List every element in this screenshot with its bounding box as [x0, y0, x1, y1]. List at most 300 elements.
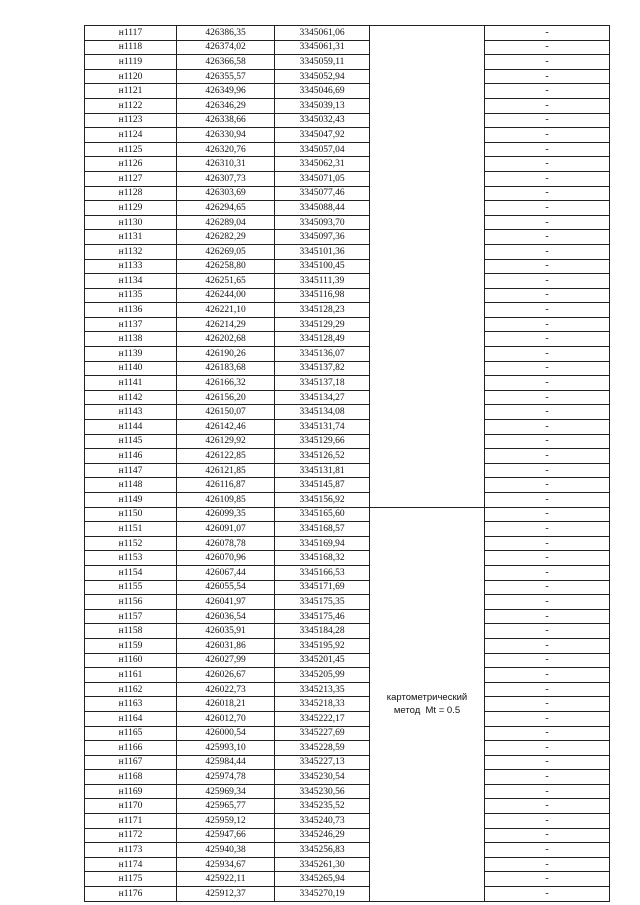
point-id-cell: н1164	[85, 711, 177, 726]
point-id-cell: н1120	[85, 69, 177, 84]
y-coordinate-cell: 3345156,92	[275, 493, 370, 508]
table-row	[85, 522, 610, 537]
note-dash-cell: -	[485, 784, 610, 799]
y-coordinate-cell: 3345052,94	[275, 69, 370, 84]
y-coordinate-cell: 3345230,54	[275, 770, 370, 785]
table-row	[85, 682, 610, 697]
y-coordinate-cell: 3345059,11	[275, 55, 370, 70]
x-coordinate-cell: 426055,54	[177, 580, 275, 595]
y-coordinate-cell: 3345137,18	[275, 376, 370, 391]
x-coordinate-cell: 426142,46	[177, 420, 275, 435]
y-coordinate-cell: 3345136,07	[275, 347, 370, 362]
note-dash-cell: -	[485, 69, 610, 84]
table-row	[85, 741, 610, 756]
point-id-cell: н1162	[85, 682, 177, 697]
x-coordinate-cell: 426035,91	[177, 624, 275, 639]
point-id-cell: н1148	[85, 478, 177, 493]
y-coordinate-cell: 3345137,82	[275, 361, 370, 376]
y-coordinate-cell: 3345088,44	[275, 201, 370, 216]
note-dash-cell: -	[485, 741, 610, 756]
table-row	[85, 347, 610, 362]
y-coordinate-cell: 3345093,70	[275, 215, 370, 230]
x-coordinate-cell: 426289,04	[177, 215, 275, 230]
point-id-cell: н1130	[85, 215, 177, 230]
point-id-cell: н1134	[85, 274, 177, 289]
table-row	[85, 55, 610, 70]
point-id-cell: н1123	[85, 113, 177, 128]
x-coordinate-cell: 426041,97	[177, 595, 275, 610]
y-coordinate-cell: 3345175,35	[275, 595, 370, 610]
table-row	[85, 113, 610, 128]
table-row	[85, 303, 610, 318]
y-coordinate-cell: 3345227,69	[275, 726, 370, 741]
y-coordinate-cell: 3345265,94	[275, 872, 370, 887]
x-coordinate-cell: 426202,68	[177, 332, 275, 347]
y-coordinate-cell: 3345235,52	[275, 799, 370, 814]
table-row	[85, 449, 610, 464]
y-coordinate-cell: 3345062,31	[275, 157, 370, 172]
y-coordinate-cell: 3345131,81	[275, 463, 370, 478]
note-dash-cell: -	[485, 887, 610, 902]
table-row	[85, 478, 610, 493]
x-coordinate-cell: 426027,99	[177, 653, 275, 668]
point-id-cell: н1175	[85, 872, 177, 887]
x-coordinate-cell: 426070,96	[177, 551, 275, 566]
table-row	[85, 828, 610, 843]
x-coordinate-cell: 425947,66	[177, 828, 275, 843]
y-coordinate-cell: 3345129,66	[275, 434, 370, 449]
point-id-cell: н1155	[85, 580, 177, 595]
x-coordinate-cell: 426355,57	[177, 69, 275, 84]
y-coordinate-cell: 3345100,45	[275, 259, 370, 274]
point-id-cell: н1165	[85, 726, 177, 741]
y-coordinate-cell: 3345175,46	[275, 609, 370, 624]
y-coordinate-cell: 3345061,31	[275, 40, 370, 55]
note-dash-cell: -	[485, 40, 610, 55]
table-row	[85, 332, 610, 347]
x-coordinate-cell: 426078,78	[177, 536, 275, 551]
y-coordinate-cell: 3345128,23	[275, 303, 370, 318]
table-row	[85, 595, 610, 610]
y-coordinate-cell: 3345032,43	[275, 113, 370, 128]
note-dash-cell: -	[485, 84, 610, 99]
note-dash-cell: -	[485, 814, 610, 829]
y-coordinate-cell: 3345097,36	[275, 230, 370, 245]
table-row	[85, 69, 610, 84]
table-row	[85, 624, 610, 639]
point-id-cell: н1173	[85, 843, 177, 858]
table-row	[85, 565, 610, 580]
y-coordinate-cell: 3345129,29	[275, 317, 370, 332]
note-dash-cell: -	[485, 536, 610, 551]
note-dash-cell: -	[485, 638, 610, 653]
y-coordinate-cell: 3345230,56	[275, 784, 370, 799]
point-id-cell: н1140	[85, 361, 177, 376]
point-id-cell: н1121	[85, 84, 177, 99]
table-row	[85, 128, 610, 143]
x-coordinate-cell: 426018,21	[177, 697, 275, 712]
y-coordinate-cell: 3345061,06	[275, 26, 370, 41]
coordinates-table-body	[85, 26, 610, 902]
note-dash-cell: -	[485, 230, 610, 245]
y-coordinate-cell: 3345218,33	[275, 697, 370, 712]
note-dash-cell: -	[485, 376, 610, 391]
y-coordinate-cell: 3345134,27	[275, 390, 370, 405]
note-dash-cell: -	[485, 171, 610, 186]
y-coordinate-cell: 3345111,39	[275, 274, 370, 289]
table-row	[85, 580, 610, 595]
method-cell-block-2	[370, 507, 485, 901]
point-id-cell: н1176	[85, 887, 177, 902]
note-dash-cell: -	[485, 872, 610, 887]
y-coordinate-cell: 3345126,52	[275, 449, 370, 464]
y-coordinate-cell: 3345213,35	[275, 682, 370, 697]
x-coordinate-cell: 425922,11	[177, 872, 275, 887]
point-id-cell: н1167	[85, 755, 177, 770]
note-dash-cell: -	[485, 682, 610, 697]
x-coordinate-cell: 426099,35	[177, 507, 275, 522]
point-id-cell: н1128	[85, 186, 177, 201]
note-dash-cell: -	[485, 332, 610, 347]
x-coordinate-cell: 426349,96	[177, 84, 275, 99]
point-id-cell: н1122	[85, 98, 177, 113]
x-coordinate-cell: 426374,02	[177, 40, 275, 55]
point-id-cell: н1163	[85, 697, 177, 712]
table-row	[85, 434, 610, 449]
x-coordinate-cell: 426282,29	[177, 230, 275, 245]
x-coordinate-cell: 425912,37	[177, 887, 275, 902]
x-coordinate-cell: 426303,69	[177, 186, 275, 201]
table-row	[85, 726, 610, 741]
y-coordinate-cell: 3345134,08	[275, 405, 370, 420]
point-id-cell: н1125	[85, 142, 177, 157]
table-row	[85, 872, 610, 887]
x-coordinate-cell: 426031,86	[177, 638, 275, 653]
y-coordinate-cell: 3345077,46	[275, 186, 370, 201]
table-row	[85, 653, 610, 668]
table-row	[85, 259, 610, 274]
point-id-cell: н1117	[85, 26, 177, 41]
point-id-cell: н1144	[85, 420, 177, 435]
table-row	[85, 668, 610, 683]
note-dash-cell: -	[485, 551, 610, 566]
y-coordinate-cell: 3345071,05	[275, 171, 370, 186]
y-coordinate-cell: 3345261,30	[275, 857, 370, 872]
note-dash-cell: -	[485, 595, 610, 610]
table-row	[85, 784, 610, 799]
table-row	[85, 40, 610, 55]
table-row	[85, 230, 610, 245]
point-id-cell: н1158	[85, 624, 177, 639]
note-dash-cell: -	[485, 843, 610, 858]
table-row	[85, 843, 610, 858]
x-coordinate-cell: 426012,70	[177, 711, 275, 726]
x-coordinate-cell: 426269,05	[177, 244, 275, 259]
table-row	[85, 638, 610, 653]
table-row	[85, 186, 610, 201]
x-coordinate-cell: 426251,65	[177, 274, 275, 289]
y-coordinate-cell: 3345057,04	[275, 142, 370, 157]
point-id-cell: н1151	[85, 522, 177, 537]
table-row	[85, 814, 610, 829]
y-coordinate-cell: 3345256,83	[275, 843, 370, 858]
y-coordinate-cell: 3345047,92	[275, 128, 370, 143]
table-row	[85, 857, 610, 872]
table-row	[85, 609, 610, 624]
table-row	[85, 463, 610, 478]
point-id-cell: н1119	[85, 55, 177, 70]
point-id-cell: н1136	[85, 303, 177, 318]
table-row	[85, 770, 610, 785]
point-id-cell: н1127	[85, 171, 177, 186]
y-coordinate-cell: 3345184,28	[275, 624, 370, 639]
x-coordinate-cell: 426214,29	[177, 317, 275, 332]
table-row	[85, 697, 610, 712]
note-dash-cell: -	[485, 580, 610, 595]
table-row	[85, 420, 610, 435]
table-row	[85, 142, 610, 157]
x-coordinate-cell: 425940,38	[177, 843, 275, 858]
note-dash-cell: -	[485, 361, 610, 376]
table-row	[85, 390, 610, 405]
x-coordinate-cell: 426386,35	[177, 26, 275, 41]
note-dash-cell: -	[485, 668, 610, 683]
note-dash-cell: -	[485, 770, 610, 785]
point-id-cell: н1152	[85, 536, 177, 551]
y-coordinate-cell: 3345201,45	[275, 653, 370, 668]
point-id-cell: н1132	[85, 244, 177, 259]
x-coordinate-cell: 425934,67	[177, 857, 275, 872]
x-coordinate-cell: 426150,07	[177, 405, 275, 420]
point-id-cell: н1166	[85, 741, 177, 756]
note-dash-cell: -	[485, 347, 610, 362]
table-row	[85, 405, 610, 420]
note-dash-cell: -	[485, 726, 610, 741]
method-label-line-2: метод Mt = 0.5	[393, 705, 461, 717]
note-dash-cell: -	[485, 201, 610, 216]
x-coordinate-cell: 426109,85	[177, 493, 275, 508]
point-id-cell: н1157	[85, 609, 177, 624]
table-row	[85, 84, 610, 99]
note-dash-cell: -	[485, 478, 610, 493]
y-coordinate-cell: 3345168,57	[275, 522, 370, 537]
table-row	[85, 98, 610, 113]
table-row	[85, 887, 610, 902]
table-row	[85, 201, 610, 216]
method-label-line-1: картометрический	[386, 692, 468, 704]
note-dash-cell: -	[485, 128, 610, 143]
note-dash-cell: -	[485, 624, 610, 639]
point-id-cell: н1145	[85, 434, 177, 449]
note-dash-cell: -	[485, 522, 610, 537]
point-id-cell: н1156	[85, 595, 177, 610]
point-id-cell: н1118	[85, 40, 177, 55]
x-coordinate-cell: 426346,29	[177, 98, 275, 113]
note-dash-cell: -	[485, 98, 610, 113]
x-coordinate-cell: 425965,77	[177, 799, 275, 814]
point-id-cell: н1172	[85, 828, 177, 843]
x-coordinate-cell: 426122,85	[177, 449, 275, 464]
note-dash-cell: -	[485, 711, 610, 726]
table-row	[85, 215, 610, 230]
y-coordinate-cell: 3345222,17	[275, 711, 370, 726]
x-coordinate-cell: 425969,34	[177, 784, 275, 799]
point-id-cell: н1169	[85, 784, 177, 799]
point-id-cell: н1171	[85, 814, 177, 829]
point-id-cell: н1146	[85, 449, 177, 464]
x-coordinate-cell: 426067,44	[177, 565, 275, 580]
table-row	[85, 244, 610, 259]
x-coordinate-cell: 426000,54	[177, 726, 275, 741]
note-dash-cell: -	[485, 565, 610, 580]
y-coordinate-cell: 3345195,92	[275, 638, 370, 653]
note-dash-cell: -	[485, 434, 610, 449]
y-coordinate-cell: 3345116,98	[275, 288, 370, 303]
y-coordinate-cell: 3345168,32	[275, 551, 370, 566]
point-id-cell: н1143	[85, 405, 177, 420]
note-dash-cell: -	[485, 244, 610, 259]
x-coordinate-cell: 426244,00	[177, 288, 275, 303]
point-id-cell: н1137	[85, 317, 177, 332]
x-coordinate-cell: 425974,78	[177, 770, 275, 785]
note-dash-cell: -	[485, 463, 610, 478]
x-coordinate-cell: 426116,87	[177, 478, 275, 493]
x-coordinate-cell: 425959,12	[177, 814, 275, 829]
note-dash-cell: -	[485, 697, 610, 712]
table-row	[85, 26, 610, 41]
note-dash-cell: -	[485, 215, 610, 230]
point-id-cell: н1133	[85, 259, 177, 274]
note-dash-cell: -	[485, 405, 610, 420]
y-coordinate-cell: 3345128,49	[275, 332, 370, 347]
x-coordinate-cell: 426366,58	[177, 55, 275, 70]
point-id-cell: н1129	[85, 201, 177, 216]
y-coordinate-cell: 3345205,99	[275, 668, 370, 683]
y-coordinate-cell: 3345145,87	[275, 478, 370, 493]
point-id-cell: н1141	[85, 376, 177, 391]
y-coordinate-cell: 3345039,13	[275, 98, 370, 113]
x-coordinate-cell: 425993,10	[177, 741, 275, 756]
table-row	[85, 536, 610, 551]
table-row	[85, 799, 610, 814]
note-dash-cell: -	[485, 493, 610, 508]
note-dash-cell: -	[485, 857, 610, 872]
note-dash-cell: -	[485, 828, 610, 843]
note-dash-cell: -	[485, 609, 610, 624]
x-coordinate-cell: 426294,65	[177, 201, 275, 216]
y-coordinate-cell: 3345046,69	[275, 84, 370, 99]
point-id-cell: н1160	[85, 653, 177, 668]
point-id-cell: н1131	[85, 230, 177, 245]
y-coordinate-cell: 3345169,94	[275, 536, 370, 551]
point-id-cell: н1124	[85, 128, 177, 143]
x-coordinate-cell: 426330,94	[177, 128, 275, 143]
point-id-cell: н1150	[85, 507, 177, 522]
y-coordinate-cell: 3345240,73	[275, 814, 370, 829]
note-dash-cell: -	[485, 259, 610, 274]
table-row	[85, 493, 610, 508]
point-id-cell: н1159	[85, 638, 177, 653]
y-coordinate-cell: 3345246,29	[275, 828, 370, 843]
table-row	[85, 507, 610, 522]
table-row	[85, 551, 610, 566]
note-dash-cell: -	[485, 303, 610, 318]
point-id-cell: н1168	[85, 770, 177, 785]
table-row	[85, 274, 610, 289]
note-dash-cell: -	[485, 653, 610, 668]
table-row	[85, 171, 610, 186]
y-coordinate-cell: 3345228,59	[275, 741, 370, 756]
note-dash-cell: -	[485, 390, 610, 405]
x-coordinate-cell: 426091,07	[177, 522, 275, 537]
point-id-cell: н1161	[85, 668, 177, 683]
note-dash-cell: -	[485, 449, 610, 464]
y-coordinate-cell: 3345101,36	[275, 244, 370, 259]
note-dash-cell: -	[485, 317, 610, 332]
x-coordinate-cell: 426310,31	[177, 157, 275, 172]
coordinates-table	[84, 25, 610, 902]
note-dash-cell: -	[485, 755, 610, 770]
point-id-cell: н1174	[85, 857, 177, 872]
point-id-cell: н1126	[85, 157, 177, 172]
point-id-cell: н1147	[85, 463, 177, 478]
note-dash-cell: -	[485, 799, 610, 814]
x-coordinate-cell: 426221,10	[177, 303, 275, 318]
x-coordinate-cell: 426156,20	[177, 390, 275, 405]
note-dash-cell: -	[485, 288, 610, 303]
x-coordinate-cell: 426183,68	[177, 361, 275, 376]
point-id-cell: н1135	[85, 288, 177, 303]
point-id-cell: н1138	[85, 332, 177, 347]
y-coordinate-cell: 3345171,69	[275, 580, 370, 595]
method-cell-block-1	[370, 26, 485, 508]
point-id-cell: н1139	[85, 347, 177, 362]
table-row	[85, 376, 610, 391]
y-coordinate-cell: 3345131,74	[275, 420, 370, 435]
table-row	[85, 755, 610, 770]
table-row	[85, 288, 610, 303]
note-dash-cell: -	[485, 55, 610, 70]
x-coordinate-cell: 426307,73	[177, 171, 275, 186]
x-coordinate-cell: 426121,85	[177, 463, 275, 478]
table-row	[85, 361, 610, 376]
x-coordinate-cell: 426026,67	[177, 668, 275, 683]
x-coordinate-cell: 426036,54	[177, 609, 275, 624]
note-dash-cell: -	[485, 26, 610, 41]
x-coordinate-cell: 426129,92	[177, 434, 275, 449]
x-coordinate-cell: 426022,73	[177, 682, 275, 697]
note-dash-cell: -	[485, 113, 610, 128]
point-id-cell: н1170	[85, 799, 177, 814]
x-coordinate-cell: 426338,66	[177, 113, 275, 128]
note-dash-cell: -	[485, 420, 610, 435]
point-id-cell: н1142	[85, 390, 177, 405]
x-coordinate-cell: 426320,76	[177, 142, 275, 157]
point-id-cell: н1149	[85, 493, 177, 508]
note-dash-cell: -	[485, 157, 610, 172]
point-id-cell: н1153	[85, 551, 177, 566]
note-dash-cell: -	[485, 142, 610, 157]
x-coordinate-cell: 426166,32	[177, 376, 275, 391]
note-dash-cell: -	[485, 186, 610, 201]
table-row	[85, 317, 610, 332]
y-coordinate-cell: 3345166,53	[275, 565, 370, 580]
x-coordinate-cell: 425984,44	[177, 755, 275, 770]
x-coordinate-cell: 426190,26	[177, 347, 275, 362]
table-row	[85, 157, 610, 172]
y-coordinate-cell: 3345227,13	[275, 755, 370, 770]
x-coordinate-cell: 426258,80	[177, 259, 275, 274]
